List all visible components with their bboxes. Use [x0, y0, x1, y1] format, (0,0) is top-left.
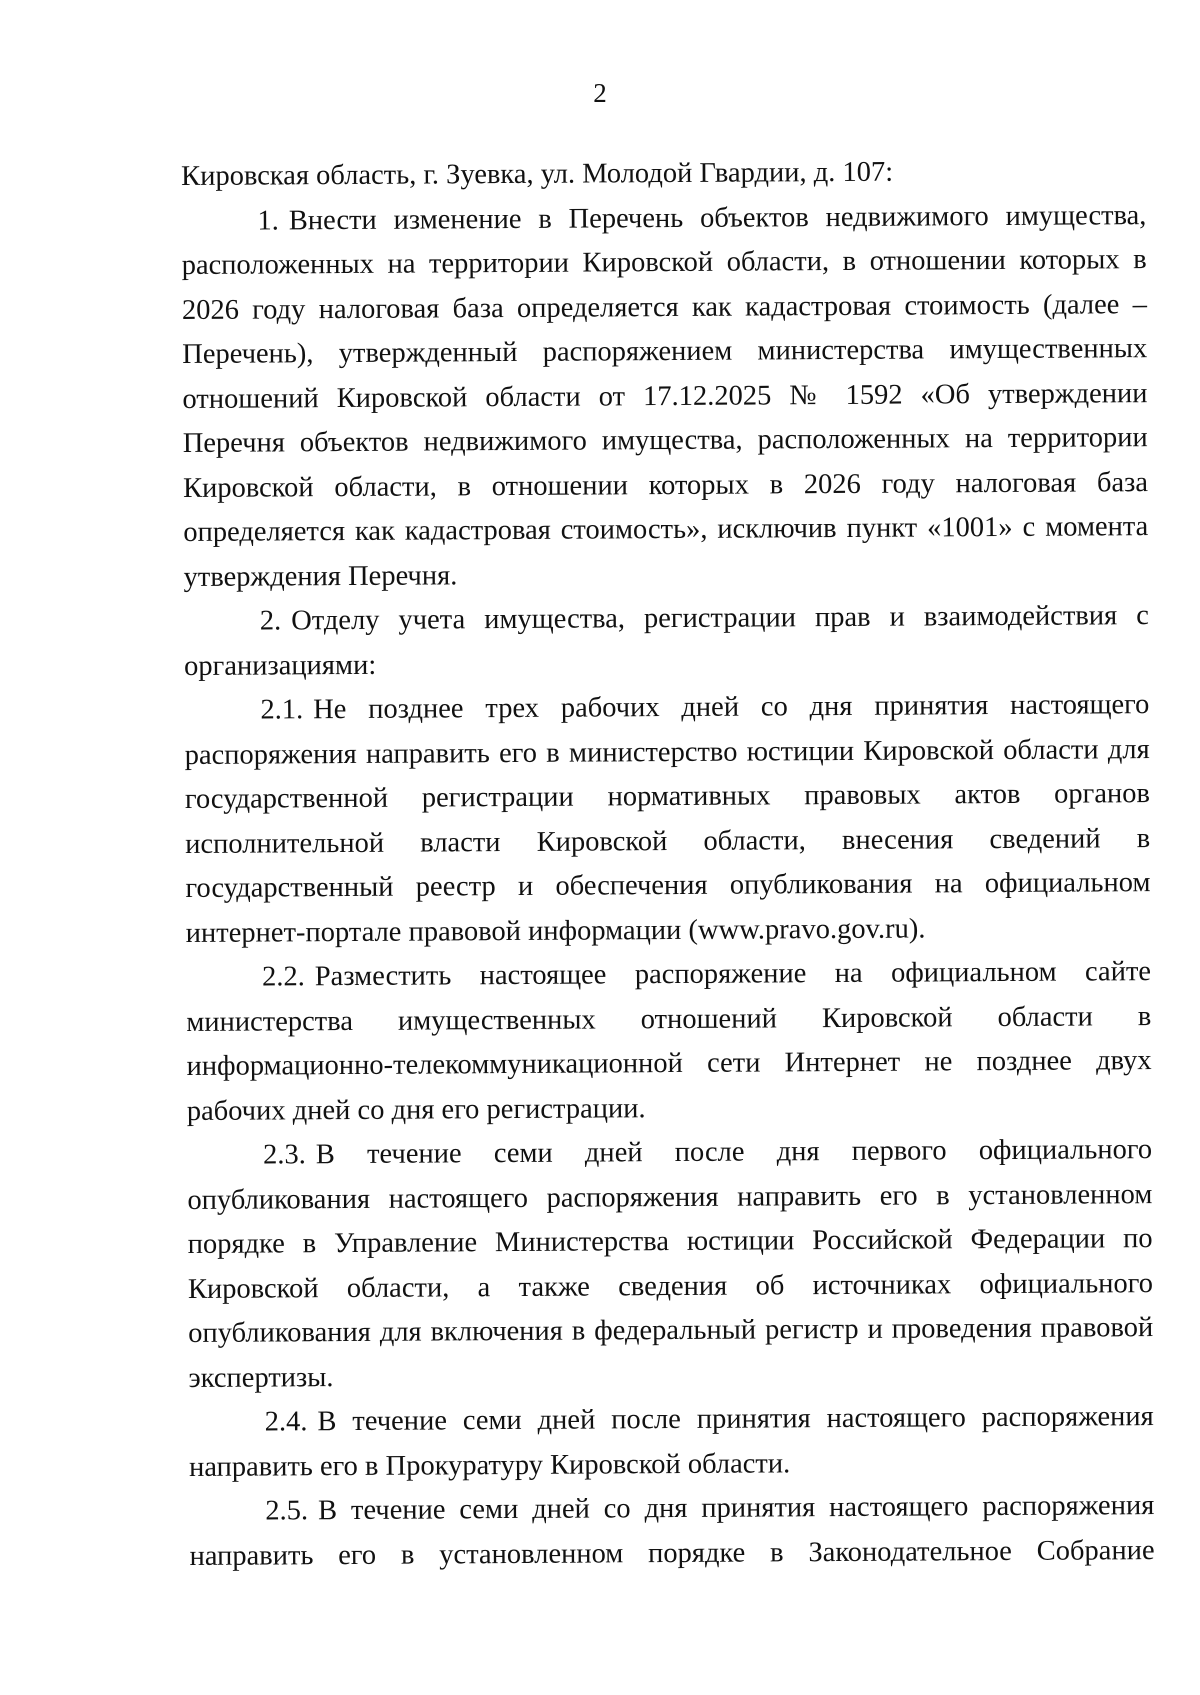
item-number: 2. — [259, 605, 282, 637]
item-number: 2.4. — [264, 1406, 308, 1438]
item-number: 1. — [257, 204, 279, 237]
item-number: 2.1. — [260, 694, 304, 726]
item-number: 2.2. — [261, 961, 305, 993]
paragraph-item-2-1 — [184, 683, 1151, 956]
document-body — [181, 149, 1155, 1579]
paragraph-text: Внести изменение в Перечень объектов недвижимого имущества, расположенных на территории Кировской области, в отношении которых в 2026 году налоговая база определяется как кадастровая стоимость (далее – Перечень), утвержденный распоряжением министерства имущественных отношений Кировской области от 17.12.2025 № 1592 «Об утверждении Перечня объектов недвижимого имущества, расположенных на территории Кировской области, в отношении которых в 2026 году налоговая база определяется как кадастровая стоимость», исключив пункт «1001» с момента утверждения Перечня. — [181, 199, 1149, 593]
paragraph-item-2-3 — [187, 1128, 1154, 1401]
paragraph-item-2-4 — [189, 1395, 1155, 1490]
paragraph-text: Отделу учета имущества, регистрации прав и взаимодействия с организациями: — [184, 600, 1149, 682]
paragraph-text: Не позднее трех рабочих дней со дня принятия настоящего распоряжения направить его в министерство юстиции Кировской области для государственной регистрации нормативных правовых актов органов исполнительной власти Кировской области, внесения сведений в государственный реестр и обеспечения опубликования на официальном интернет-портале правовой информации (www.pravo.gov.ru). — [184, 689, 1151, 949]
paragraph-text: В течение семи дней после дня первого официального опубликования настоящего распоряжения направить его в установленном порядке в Управление Министерства юстиции Российской Федерации по Кировской области, а также сведения об источниках официального опубликования для включения в федеральный регистр и проведения правовой экспертизы. — [187, 1134, 1154, 1394]
item-number: 2.5. — [265, 1495, 309, 1527]
paragraph-text: Кировская область, г. Зуевка, ул. Молодой Гвардии, д. 107: — [181, 156, 894, 192]
paragraph-item-2 — [184, 594, 1150, 689]
paragraph-item-2-5 — [189, 1484, 1155, 1579]
paragraph-text: В течение семи дней со дня принятия настоящего распоряжения направить его в установленном порядке в Законодательное Собрание — [189, 1490, 1155, 1572]
paragraph-address — [181, 149, 1146, 199]
paragraph-text: В течение семи дней после принятия настоящего распоряжения направить его в Прокуратуру Кировской области. — [188, 1401, 1154, 1483]
paragraph-text: Разместить настоящее распоряжение на официальном сайте министерства имущественных отношений Кировской области в информационно-телекоммуникационной сети Интернет не позднее двух рабочих дней со дня его регистрации. — [186, 956, 1152, 1127]
paragraph-item-1 — [181, 194, 1148, 600]
paragraph-item-2-2 — [186, 950, 1152, 1134]
page-number: 2 — [593, 78, 607, 108]
item-number: 2.3. — [263, 1139, 306, 1171]
